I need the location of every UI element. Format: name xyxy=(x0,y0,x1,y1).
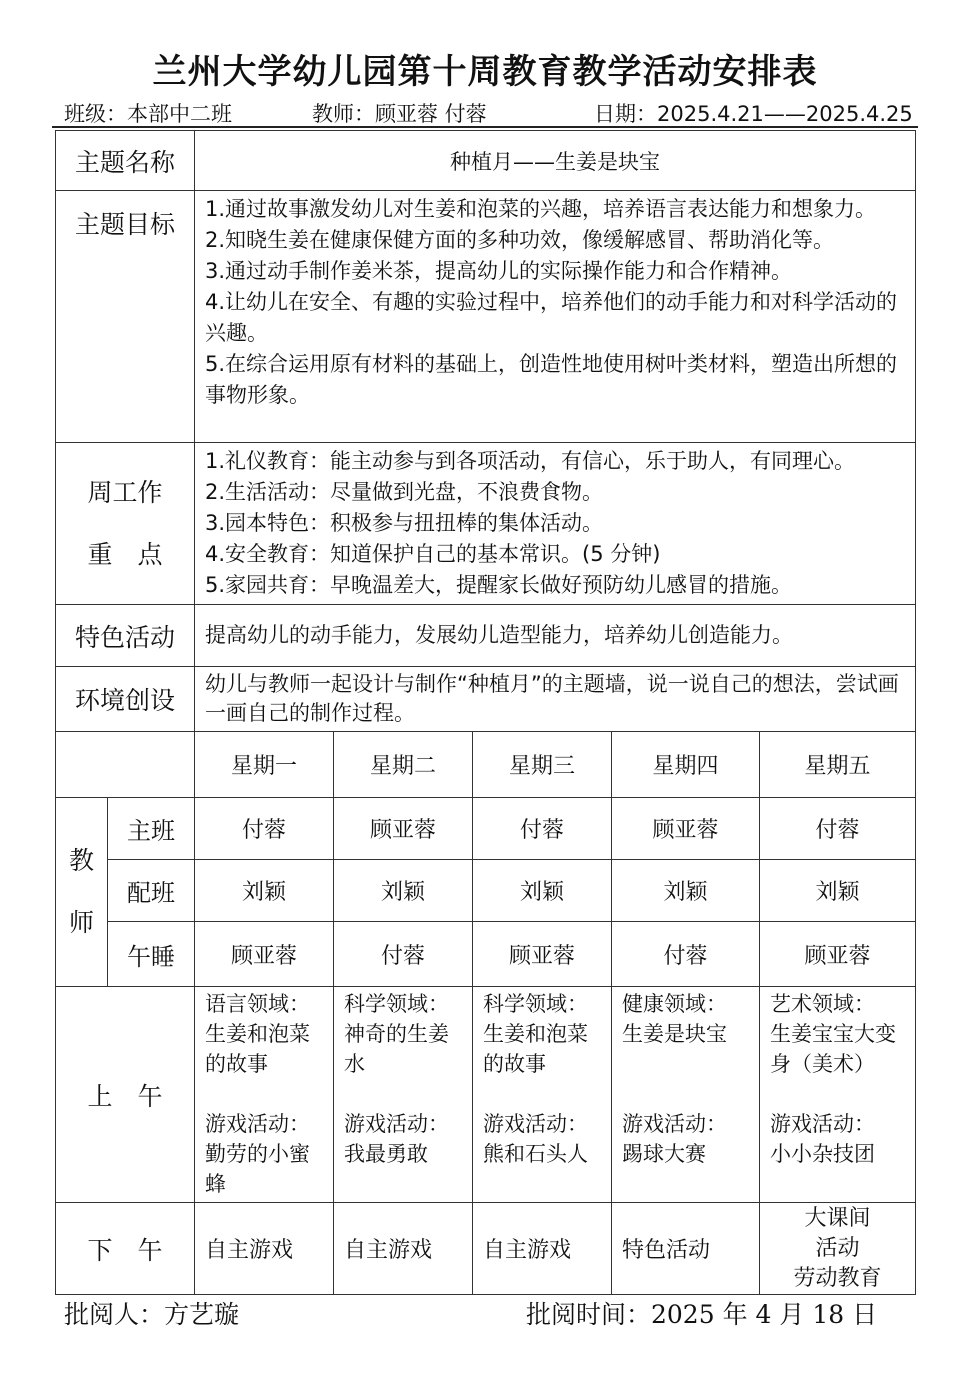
goals-content xyxy=(195,191,916,443)
focus-label xyxy=(56,443,195,605)
afternoon-cell: 特色活动 xyxy=(612,1203,760,1295)
main-teacher-cell: 顾亚蓉 xyxy=(612,798,760,860)
class-info: 班级：本部中二班 xyxy=(64,102,232,126)
focus-item: 2.生活活动：尽量做到光盘，不浪费食物。 xyxy=(205,480,604,504)
friday-line: 劳动教育 xyxy=(793,1265,882,1291)
theme-value: 种植月——生姜是块宝 xyxy=(195,131,916,191)
goal-item: 2.知晓生姜在健康保健方面的多种功效，像缓解感冒、帮助消化等。 xyxy=(205,228,835,252)
main-teacher-cell: 付蓉 xyxy=(760,798,916,860)
activity-topic: 神奇的生姜水 xyxy=(344,1022,450,1076)
afternoon-row xyxy=(56,1203,916,1295)
area-label: 健康领域： xyxy=(622,992,728,1016)
day-monday: 星期一 xyxy=(195,732,334,798)
main-teacher-row xyxy=(56,798,916,860)
area-label: 语言领域： xyxy=(205,992,311,1016)
weekday-row xyxy=(56,732,916,798)
nap-teacher-cell: 付蓉 xyxy=(612,922,760,987)
game-label: 游戏活动： xyxy=(770,1112,876,1136)
teacher-label-line1: 教 xyxy=(68,846,94,875)
special-value: 提高幼儿的动手能力，发展幼儿造型能力，培养幼儿创造能力。 xyxy=(195,605,916,667)
review-time: 批阅时间：2025 年 4 月 18 日 xyxy=(526,1300,878,1329)
focus-label-line1: 周工作 xyxy=(87,477,163,507)
date-info: 日期：2025.4.21——2025.4.25 xyxy=(594,102,913,126)
goals-label: 主题目标 xyxy=(56,191,195,443)
activity-topic: 生姜和泡菜的故事 xyxy=(483,1022,589,1076)
corner-cell xyxy=(56,732,195,798)
environment-value: 幼儿与教师一起设计与制作“种植月”的主题墙，说一说自己的想法，尝试画一画自己的制作过程。 xyxy=(195,667,916,732)
morning-label: 上 午 xyxy=(56,987,195,1203)
activity-topic: 生姜是块宝 xyxy=(622,1022,728,1046)
nap-teacher-cell: 顾亚蓉 xyxy=(195,922,334,987)
day-wednesday: 星期三 xyxy=(473,732,612,798)
page-title: 兰州大学幼儿园第十周教育教学活动安排表 xyxy=(152,52,818,92)
goal-item: 1.通过故事激发幼儿对生姜和泡菜的兴趣，培养语言表达能力和想象力。 xyxy=(205,197,877,221)
area-label: 科学领域： xyxy=(483,992,589,1016)
theme-label: 主题名称 xyxy=(56,131,195,191)
game-name: 我最勇敢 xyxy=(344,1142,429,1166)
game-label: 游戏活动： xyxy=(344,1112,450,1136)
game-label: 游戏活动： xyxy=(622,1112,728,1136)
assist-teacher-cell: 刘颖 xyxy=(760,860,916,922)
header-rule xyxy=(52,126,918,128)
focus-item: 4.安全教育：知道保护自己的基本常识。(5 分钟) xyxy=(205,542,661,566)
special-label: 特色活动 xyxy=(56,605,195,667)
reviewer: 批阅人：方艺璇 xyxy=(64,1300,240,1329)
nap-teacher-cell: 付蓉 xyxy=(334,922,473,987)
assist-teacher-row xyxy=(56,860,916,922)
schedule-table xyxy=(55,130,916,1295)
afternoon-cell: 自主游戏 xyxy=(195,1203,334,1295)
activity-topic: 生姜宝宝大变身（美术） xyxy=(770,1022,897,1076)
morning-cell xyxy=(473,987,612,1203)
morning-row xyxy=(56,987,916,1203)
focus-content xyxy=(195,443,916,605)
nap-teacher-cell: 顾亚蓉 xyxy=(760,922,916,987)
theme-row xyxy=(56,131,916,191)
afternoon-cell: 自主游戏 xyxy=(334,1203,473,1295)
afternoon-label: 下 午 xyxy=(56,1203,195,1295)
activity-topic: 生姜和泡菜的故事 xyxy=(205,1022,311,1076)
goal-item: 5.在综合运用原有材料的基础上，创造性地使用树叶类材料，塑造出所想的事物形象。 xyxy=(205,352,898,407)
assist-teacher-cell: 刘颖 xyxy=(473,860,612,922)
assist-teacher-cell: 刘颖 xyxy=(195,860,334,922)
game-name: 小小杂技团 xyxy=(770,1142,876,1166)
focus-item: 1.礼仪教育：能主动参与到各项活动，有信心，乐于助人，有同理心。 xyxy=(205,449,856,473)
assist-teacher-label: 配班 xyxy=(108,860,195,922)
game-label: 游戏活动： xyxy=(483,1112,589,1136)
focus-label-line2: 重 点 xyxy=(87,539,163,569)
goals-row xyxy=(56,191,916,443)
afternoon-cell: 自主游戏 xyxy=(473,1203,612,1295)
nap-teacher-cell: 顾亚蓉 xyxy=(473,922,612,987)
day-friday: 星期五 xyxy=(760,732,916,798)
game-name: 踢球大赛 xyxy=(622,1142,707,1166)
goal-item: 3.通过动手制作姜米茶，提高幼儿的实际操作能力和合作精神。 xyxy=(205,259,793,283)
game-name: 勤劳的小蜜蜂 xyxy=(205,1142,311,1196)
nap-teacher-row xyxy=(56,922,916,987)
main-teacher-cell: 付蓉 xyxy=(473,798,612,860)
assist-teacher-cell: 刘颖 xyxy=(334,860,473,922)
environment-label: 环境创设 xyxy=(56,667,195,732)
day-thursday: 星期四 xyxy=(612,732,760,798)
main-teacher-cell: 顾亚蓉 xyxy=(334,798,473,860)
morning-cell xyxy=(334,987,473,1203)
friday-line: 活动 xyxy=(815,1235,860,1261)
morning-cell xyxy=(760,987,916,1203)
goal-item: 4.让幼儿在安全、有趣的实验过程中，培养他们的动手能力和对科学活动的兴趣。 xyxy=(205,290,898,345)
game-name: 熊和石头人 xyxy=(483,1142,589,1166)
main-teacher-label: 主班 xyxy=(108,798,195,860)
focus-item: 5.家园共育：早晚温差大，提醒家长做好预防幼儿感冒的措施。 xyxy=(205,573,793,597)
teacher-group-label xyxy=(56,798,108,987)
friday-line: 大课间 xyxy=(804,1205,871,1231)
afternoon-friday-cell xyxy=(760,1203,916,1295)
area-label: 艺术领域： xyxy=(770,992,876,1016)
focus-item: 3.园本特色：积极参与扭扭棒的集体活动。 xyxy=(205,511,604,535)
teacher-info: 教师：顾亚蓉 付蓉 xyxy=(312,102,487,126)
special-row xyxy=(56,605,916,667)
environment-row xyxy=(56,667,916,732)
nap-teacher-label: 午睡 xyxy=(108,922,195,987)
focus-row xyxy=(56,443,916,605)
morning-cell xyxy=(612,987,760,1203)
teacher-label-line2: 师 xyxy=(68,908,94,937)
day-tuesday: 星期二 xyxy=(334,732,473,798)
main-teacher-cell: 付蓉 xyxy=(195,798,334,860)
area-label: 科学领域： xyxy=(344,992,450,1016)
game-label: 游戏活动： xyxy=(205,1112,311,1136)
assist-teacher-cell: 刘颖 xyxy=(612,860,760,922)
morning-cell xyxy=(195,987,334,1203)
